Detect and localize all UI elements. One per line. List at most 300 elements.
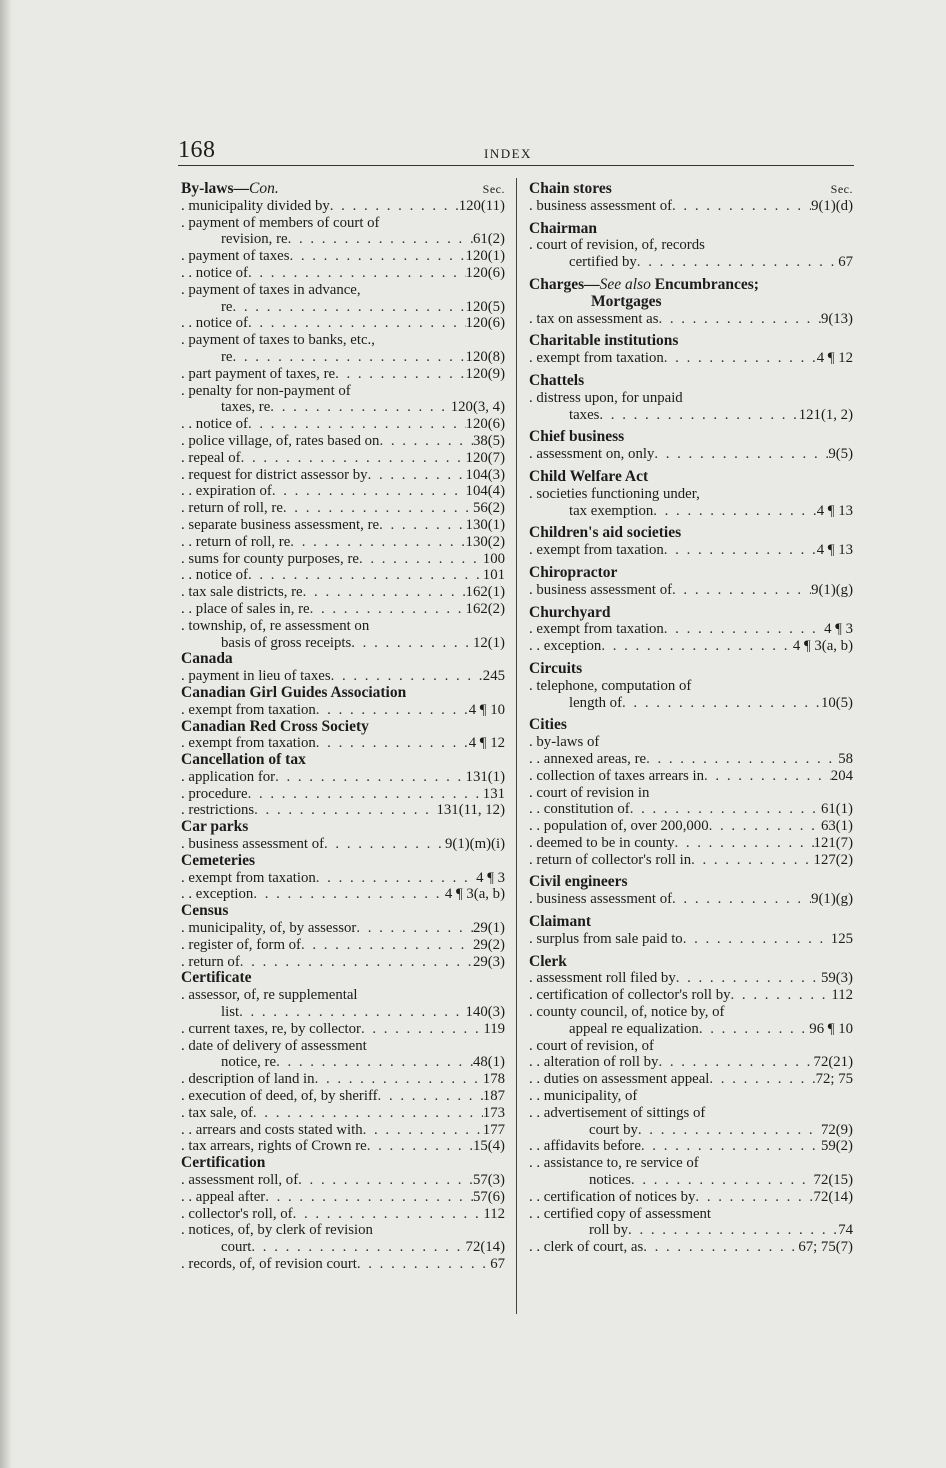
index-line — [529, 446, 853, 463]
entry-census — [181, 903, 505, 970]
section-reference: 4 ¶ 13 — [816, 542, 853, 559]
index-line — [181, 416, 505, 433]
index-line — [529, 1088, 853, 1105]
entry-text: . tax sale districts, re — [181, 584, 303, 601]
dot-leader — [691, 852, 813, 869]
index-line — [181, 1222, 505, 1239]
index-line — [181, 198, 505, 215]
entry-text: . . clerk of court, as — [529, 1239, 644, 1256]
section-reference: 104(3) — [465, 466, 505, 483]
entry-text: . . return of roll, re — [181, 533, 291, 550]
section-reference: 245 — [482, 668, 505, 685]
section-label: Sec. — [830, 182, 853, 196]
entry-text: . municipality divided by — [181, 197, 330, 214]
entry-heading: Canadian Red Cross Society — [181, 717, 369, 735]
index-line — [529, 237, 853, 254]
entry-text: . payment of taxes — [181, 248, 290, 265]
section-reference: 63(1) — [820, 818, 853, 835]
entry-text: . telephone, computation of — [529, 677, 692, 694]
index-line — [181, 450, 505, 467]
dot-leader — [251, 1239, 465, 1256]
entry-text: . business assessment of — [529, 891, 673, 908]
entry-text: . payment of taxes to banks, etc., — [181, 332, 375, 349]
index-line — [529, 1038, 853, 1055]
entry-text: . . notice of — [181, 264, 248, 281]
entry-civil-engineers — [529, 874, 853, 908]
index-line — [529, 1071, 853, 1088]
header-rule — [178, 165, 854, 166]
index-line — [181, 299, 505, 316]
entry-text: tax exemption — [569, 502, 654, 519]
entry-text: certified by — [569, 254, 637, 271]
entry-car-parks — [181, 819, 505, 853]
dot-leader — [303, 584, 466, 601]
dot-leader — [330, 198, 459, 215]
index-line — [181, 886, 505, 903]
entry-text: . . duties on assessment appeal — [529, 1071, 710, 1088]
entry-text: notices — [589, 1172, 631, 1189]
section-reference: 9(5) — [828, 446, 853, 463]
index-line — [529, 1155, 853, 1172]
dot-leader — [709, 1071, 815, 1088]
dot-leader — [637, 254, 838, 271]
section-reference: 72; 75 — [815, 1071, 853, 1088]
entry-heading: Census — [181, 902, 229, 920]
dot-leader — [658, 311, 820, 328]
section-reference: 100 — [482, 550, 505, 567]
entry-text: . exempt from taxation — [529, 350, 664, 367]
section-reference: 112 — [831, 987, 853, 1004]
index-line — [529, 695, 853, 712]
section-reference: 9(1)(g) — [811, 581, 853, 598]
entry-text: . assessment on, only — [529, 446, 655, 463]
dot-leader — [270, 399, 450, 416]
entry-text: . tax arrears, rights of Crown re — [181, 1138, 367, 1155]
entry-heading: Chairman — [529, 219, 598, 237]
entry-text: . . notice of — [181, 315, 248, 332]
section-reference: 72(15) — [813, 1172, 853, 1189]
dot-leader — [316, 870, 476, 887]
entry-heading: Certification — [181, 1154, 266, 1172]
section-reference: 127(2) — [813, 851, 853, 868]
entry-text: . collection of taxes arrears in — [529, 767, 705, 784]
dot-leader — [359, 551, 483, 568]
entry-text: . date of delivery of assessment — [181, 1037, 367, 1054]
section-reference: 162(2) — [465, 600, 505, 617]
dot-leader — [254, 802, 436, 819]
index-line — [181, 769, 505, 786]
index-line — [181, 1172, 505, 1189]
section-reference: 9(1)(d) — [811, 197, 853, 214]
entry-text: . tax sale, of — [181, 1104, 253, 1121]
dot-leader — [731, 987, 832, 1004]
section-reference: 4 ¶ 3 — [824, 621, 853, 638]
entry-text: . payment of members of court of — [181, 214, 380, 231]
entry-text: . repeal of — [181, 449, 241, 466]
entry-text: . court of revision, of, records — [529, 237, 705, 254]
entry-churchyard — [529, 605, 853, 655]
section-reference: 57(6) — [472, 1188, 505, 1205]
entry-text: . societies functioning under, — [529, 485, 700, 502]
entry-text: . municipality, of, by assessor — [181, 920, 357, 937]
section-reference: 101 — [482, 567, 505, 584]
entry-text: . register of, form of — [181, 936, 301, 953]
index-line — [181, 483, 505, 500]
index-line — [529, 1189, 853, 1206]
dot-leader — [704, 768, 831, 785]
section-reference: 130(2) — [465, 533, 505, 550]
index-line — [529, 987, 853, 1004]
section-reference: 4 ¶ 12 — [816, 350, 853, 367]
dot-leader — [658, 1054, 813, 1071]
index-line — [529, 1222, 853, 1239]
index-line — [529, 734, 853, 751]
index-line — [181, 1256, 505, 1273]
dot-leader — [695, 1189, 813, 1206]
dot-leader — [272, 483, 466, 500]
section-reference: 58 — [838, 750, 853, 767]
dot-leader — [301, 937, 473, 954]
dot-leader — [630, 801, 821, 818]
entry-text: . . affidavits before — [529, 1138, 641, 1155]
dot-leader — [628, 1222, 838, 1239]
page-binding-shadow — [0, 0, 12, 1468]
entry-text: . county council, of, notice by, of — [529, 1004, 725, 1021]
section-reference: 57(3) — [472, 1172, 505, 1189]
section-reference: 29(3) — [472, 953, 505, 970]
section-reference: 104(4) — [465, 483, 505, 500]
section-reference: 12(1) — [472, 634, 505, 651]
index-line — [529, 1138, 853, 1155]
dot-leader — [664, 621, 824, 638]
dot-leader — [643, 1239, 798, 1256]
index-line — [529, 768, 853, 785]
section-reference: 112 — [483, 1205, 505, 1222]
dot-leader — [233, 299, 466, 316]
section-reference: 9(1)(g) — [811, 891, 853, 908]
entry-certification — [181, 1155, 505, 1273]
index-line — [181, 231, 505, 248]
dot-leader — [265, 1189, 473, 1206]
entry-text: . . assistance to, re service of — [529, 1155, 699, 1172]
entry-text: . . notice of — [181, 567, 248, 584]
entry-text: . . exception — [529, 638, 602, 655]
section-reference: 29(1) — [472, 920, 505, 937]
dot-leader — [631, 1172, 814, 1189]
entry-text: . business assessment of — [529, 581, 673, 598]
dot-leader — [310, 601, 466, 618]
section-reference: 9(13) — [820, 310, 853, 327]
index-line — [181, 1138, 505, 1155]
index-line — [529, 311, 853, 328]
entry-bylaws — [181, 181, 505, 651]
entry-text: . current taxes, re, by collector — [181, 1020, 361, 1037]
section-reference: 120(6) — [465, 315, 505, 332]
entry-text: . certification of collector's roll by — [529, 987, 731, 1004]
dot-leader — [275, 769, 465, 786]
index-line — [529, 891, 853, 908]
entry-text: taxes, re — [221, 399, 271, 416]
dot-leader — [368, 467, 466, 484]
section-reference: 4 ¶ 3(a, b) — [792, 638, 853, 655]
entry-text: . exempt from taxation — [529, 542, 664, 559]
entry-text: . by-laws of — [529, 734, 600, 751]
index-line — [181, 1071, 505, 1088]
index-line — [181, 1239, 505, 1256]
section-reference: 67; 75(7) — [798, 1239, 853, 1256]
section-reference: 130(1) — [465, 516, 505, 533]
index-line — [181, 332, 505, 349]
index-line — [529, 350, 853, 367]
dot-leader — [248, 416, 466, 433]
dot-leader — [233, 349, 466, 366]
entry-text: . exempt from taxation — [181, 735, 316, 752]
entry-text: . . appeal after — [181, 1188, 266, 1205]
entry-red-cross — [181, 719, 505, 753]
index-line — [181, 1038, 505, 1055]
index-line — [181, 702, 505, 719]
index-line — [181, 836, 505, 853]
dot-leader — [293, 1206, 484, 1223]
dot-leader — [378, 1088, 483, 1105]
section-reference: 162(1) — [465, 584, 505, 601]
section-reference: 120(6) — [465, 416, 505, 433]
entry-heading: Churchyard — [529, 603, 611, 621]
entry-text: revision, re — [221, 231, 288, 248]
entry-cancellation — [181, 752, 505, 819]
entry-text: . notices, of, by clerk of revision — [181, 1222, 373, 1239]
index-line — [529, 198, 853, 215]
entry-text: . deemed to be in county — [529, 834, 675, 851]
entry-text: . surplus from sale paid to — [529, 930, 683, 947]
entry-text: . restrictions — [181, 802, 255, 819]
entry-certificate — [181, 970, 505, 1155]
index-line — [529, 751, 853, 768]
index-line — [529, 1206, 853, 1223]
entry-text: taxes — [569, 406, 600, 423]
entry-text: . . municipality, of — [529, 1088, 638, 1105]
entry-heading: Child Welfare Act — [529, 467, 649, 485]
entry-text: . collector's roll, of — [181, 1205, 293, 1222]
entry-heading: By-laws—Con. Sec. — [181, 180, 505, 197]
dot-leader — [361, 1021, 483, 1038]
index-line — [529, 254, 853, 271]
index-line — [181, 1122, 505, 1139]
index-line — [181, 215, 505, 232]
section-reference: 120(11) — [458, 197, 505, 214]
dot-leader — [379, 517, 465, 534]
section-reference: 72(9) — [820, 1121, 853, 1138]
index-line — [181, 248, 505, 265]
dot-leader — [654, 446, 828, 463]
entry-clerk — [529, 954, 853, 1256]
index-line — [181, 920, 505, 937]
section-reference: 4 ¶ 13 — [816, 502, 853, 519]
entry-text: . penalty for non-payment of — [181, 382, 351, 399]
entry-text: . application for — [181, 768, 276, 785]
dot-leader — [367, 1138, 473, 1155]
section-reference: 10(5) — [820, 694, 853, 711]
section-reference: 4 ¶ 10 — [468, 701, 505, 718]
dot-leader — [316, 702, 469, 719]
page-number: 168 — [178, 137, 216, 163]
section-reference: 178 — [482, 1071, 505, 1088]
entry-heading: Certificate — [181, 969, 252, 987]
section-reference: 56(2) — [472, 500, 505, 517]
entry-text: list — [221, 1004, 240, 1021]
index-line — [181, 265, 505, 282]
entry-circuits — [529, 661, 853, 711]
section-reference: 72(21) — [813, 1054, 853, 1071]
section-reference: 29(2) — [472, 936, 505, 953]
entry-text: . part payment of taxes, re — [181, 365, 336, 382]
entry-text: . . notice of — [181, 416, 248, 433]
entry-heading: Chattels — [529, 371, 585, 389]
index-line — [529, 835, 853, 852]
entry-text: . . population of, over 200,000 — [529, 818, 709, 835]
entry-text: . . annexed areas, re — [529, 750, 647, 767]
index-line — [181, 567, 505, 584]
section-reference: 96 ¶ 10 — [809, 1020, 853, 1037]
dot-leader — [331, 668, 483, 685]
entry-text: . assessment roll filed by — [529, 970, 676, 987]
entry-text: . township, of, re assessment on — [181, 617, 370, 634]
entry-heading: Charitable institutions — [529, 332, 679, 350]
index-line — [529, 852, 853, 869]
index-line — [181, 467, 505, 484]
index-line — [181, 987, 505, 1004]
entry-text: . payment of taxes in advance, — [181, 281, 361, 298]
section-reference: 9(1)(m)(i) — [445, 836, 505, 853]
entry-text: . . constitution of — [529, 801, 630, 818]
entry-heading: Canadian Girl Guides Association — [181, 683, 407, 701]
entry-charitable — [529, 333, 853, 367]
dot-leader — [357, 1256, 490, 1273]
entry-chattels — [529, 373, 853, 423]
section-reference: 131(11, 12) — [436, 802, 505, 819]
section-reference: 38(5) — [472, 432, 505, 449]
entry-heading: Cancellation of tax — [181, 751, 306, 769]
section-reference: 120(7) — [465, 449, 505, 466]
section-reference: 131 — [482, 785, 505, 802]
dot-leader — [288, 231, 473, 248]
index-line — [181, 551, 505, 568]
entry-child-welfare — [529, 469, 853, 519]
dot-leader — [283, 500, 473, 517]
dot-leader — [664, 542, 817, 559]
entry-text: . business assessment of — [529, 197, 673, 214]
index-line — [529, 678, 853, 695]
entry-heading-continued: Mortgages — [591, 292, 662, 310]
section-reference: 119 — [483, 1020, 505, 1037]
index-line — [181, 366, 505, 383]
section-reference: 140(3) — [465, 1004, 505, 1021]
entry-text: notice, re — [221, 1054, 277, 1071]
dot-leader — [240, 954, 473, 971]
index-line — [181, 601, 505, 618]
section-reference: 72(14) — [465, 1239, 505, 1256]
section-reference: 187 — [482, 1088, 505, 1105]
dot-leader — [683, 931, 831, 948]
index-line — [181, 399, 505, 416]
dot-leader — [253, 886, 445, 903]
entry-heading: Charges—See also Encumbrances; — [529, 275, 759, 293]
dot-leader — [351, 635, 473, 652]
dot-leader — [672, 198, 811, 215]
index-line — [529, 1054, 853, 1071]
entry-text: . return of collector's roll in — [529, 851, 692, 868]
section-reference: 120(8) — [465, 348, 505, 365]
entry-text: . assessor, of, re supplemental — [181, 987, 358, 1004]
entry-text: . tax on assessment as — [529, 310, 659, 327]
section-reference: 4 ¶ 3(a, b) — [444, 886, 505, 903]
index-line — [181, 802, 505, 819]
section-reference: 15(4) — [472, 1138, 505, 1155]
section-reference: 4 ¶ 12 — [468, 735, 505, 752]
entry-text: . court of revision, of — [529, 1037, 654, 1054]
section-reference: 120(6) — [465, 264, 505, 281]
index-line — [529, 1004, 853, 1021]
dot-leader — [646, 751, 838, 768]
entry-text: . exempt from taxation — [181, 701, 316, 718]
entry-cities — [529, 717, 853, 868]
entry-text: . police village, of, rates based on — [181, 432, 380, 449]
index-line — [529, 785, 853, 802]
index-line — [181, 517, 505, 534]
entry-text: . records, of, of revision court — [181, 1256, 357, 1272]
section-reference: 74 — [838, 1222, 853, 1239]
dot-leader — [638, 1122, 821, 1139]
section-reference: 59(3) — [820, 970, 853, 987]
entry-text: . business assessment of — [181, 836, 325, 853]
index-line — [529, 818, 853, 835]
dot-leader — [289, 248, 465, 265]
dot-leader — [248, 315, 466, 332]
entry-charges — [529, 277, 853, 327]
dot-leader — [672, 582, 811, 599]
entry-text: . . exception — [181, 886, 254, 903]
dot-leader — [601, 638, 793, 655]
section-reference: 48(1) — [472, 1054, 505, 1071]
dot-leader — [709, 818, 821, 835]
section-reference: 61(2) — [472, 231, 505, 248]
section-reference: 61(1) — [820, 801, 853, 818]
entry-chairman — [529, 221, 853, 271]
entry-text: . request for district assessor by — [181, 466, 368, 483]
index-line — [529, 542, 853, 559]
dot-leader — [316, 735, 469, 752]
index-line — [181, 1021, 505, 1038]
section-reference: 67 — [490, 1256, 505, 1272]
index-line — [181, 1088, 505, 1105]
index-line — [529, 582, 853, 599]
entry-heading: Clerk — [529, 952, 567, 970]
index-line — [529, 407, 853, 424]
index-line — [529, 801, 853, 818]
index-line — [181, 668, 505, 685]
entry-text: . . arrears and costs stated with — [181, 1121, 363, 1138]
right-column — [529, 181, 853, 1256]
dot-leader — [335, 366, 465, 383]
entry-text: . return of — [181, 953, 240, 970]
entry-text: re — [221, 298, 233, 315]
entry-claimant — [529, 914, 853, 948]
dot-leader — [241, 450, 466, 467]
entry-chiropractor — [529, 565, 853, 599]
dot-leader — [664, 350, 817, 367]
entry-text: basis of gross receipts — [221, 634, 352, 651]
index-line — [529, 970, 853, 987]
